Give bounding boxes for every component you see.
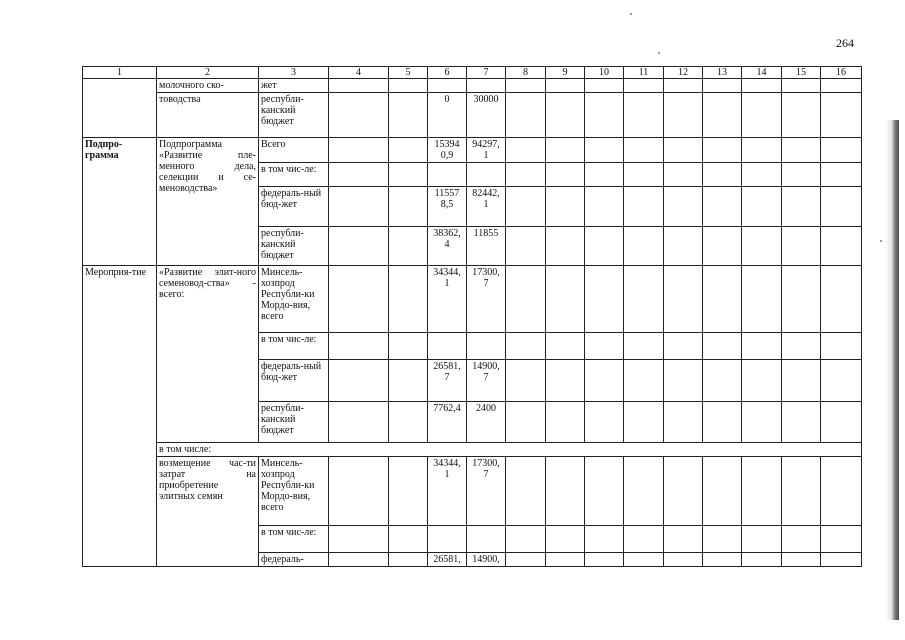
cell-name: товодства [157,93,259,138]
cell-source: в том чис-ле: [259,526,329,553]
scan-speck [880,240,882,242]
table-row [83,266,862,333]
header-row [83,67,862,79]
column-header: 6 [428,67,467,79]
cell-name: Подпрограмма «Развитие пле-менного дела, селекции и се-меноводства» [157,138,259,266]
cell-col7: 94297, 1 [467,138,506,163]
cell-col7: 2400 [467,402,506,443]
cell-name: возмещение час-ти затрат на приобретение элитных семян [157,457,259,567]
cell-col6: 15394 0,9 [428,138,467,163]
cell-source: федераль-ный бюд-жет [259,360,329,402]
cell-col6 [428,79,467,93]
cell-source: Минсель-хозпрод Республи-ки Мордо-вия, всего [259,266,329,333]
cell-col6: 38362, 4 [428,227,467,266]
cell-status [83,79,157,138]
cell-col7: 30000 [467,93,506,138]
cell-source: Всего [259,138,329,163]
cell-source: в том чис-ле: [259,333,329,360]
column-header: 1 [83,67,157,79]
cell-source: федераль-ный бюд-жет [259,187,329,227]
cell-col7: 82442, 1 [467,187,506,227]
table-row [83,457,862,526]
column-header: 15 [782,67,821,79]
cell-col7: 14900, 7 [467,360,506,402]
cell-col7 [467,79,506,93]
column-header: 5 [389,67,428,79]
cell-source: в том чис-ле: [259,163,329,187]
scan-edge-shadow [885,120,899,620]
cell-col6: 11557 8,5 [428,187,467,227]
column-header: 8 [506,67,546,79]
cell-name: «Развитие элит-ного семеновод-ства» - всего: [157,266,259,443]
cell-col7: 11855 [467,227,506,266]
cell-name: молочного ско- [157,79,259,93]
cell-col6: 0 [428,93,467,138]
table-row [83,93,862,138]
cell-source: республи-канский бюджет [259,402,329,443]
cell-name: в том числе: [157,443,862,457]
cell-source: федераль- [259,553,329,567]
column-header: 4 [329,67,389,79]
cell-col6: 34344, 1 [428,457,467,526]
table-row [83,443,862,457]
cell-source: республи-канский бюджет [259,93,329,138]
column-header: 7 [467,67,506,79]
cell-status: Мероприя-тие [83,266,157,567]
table-row [83,79,862,93]
cell-col7: 17300, 7 [467,266,506,333]
cell-col6: 7762,4 [428,402,467,443]
cell-source: республи-канский бюджет [259,227,329,266]
cell-col6: 34344, 1 [428,266,467,333]
cell-col7: 17300, 7 [467,457,506,526]
cell-source: жет [259,79,329,93]
budget-table [82,66,862,567]
column-header: 9 [546,67,585,79]
cell-col7: 14900, [467,553,506,567]
column-header: 2 [157,67,259,79]
cell-col6: 26581, [428,553,467,567]
column-header: 13 [703,67,742,79]
column-header: 12 [664,67,703,79]
page-number: 264 [836,36,854,50]
column-header: 11 [624,67,664,79]
cell-source: Минсель-хозпрод Республи-ки Мордо-вия, всего [259,457,329,526]
column-header: 10 [585,67,624,79]
cell-status: Подпро-грамма [83,138,157,266]
cell-col6: 26581, 7 [428,360,467,402]
column-header: 14 [742,67,782,79]
table-row [83,138,862,163]
column-header: 3 [259,67,329,79]
scan-speck [630,13,632,15]
scan-speck [658,52,660,54]
column-header: 16 [821,67,862,79]
